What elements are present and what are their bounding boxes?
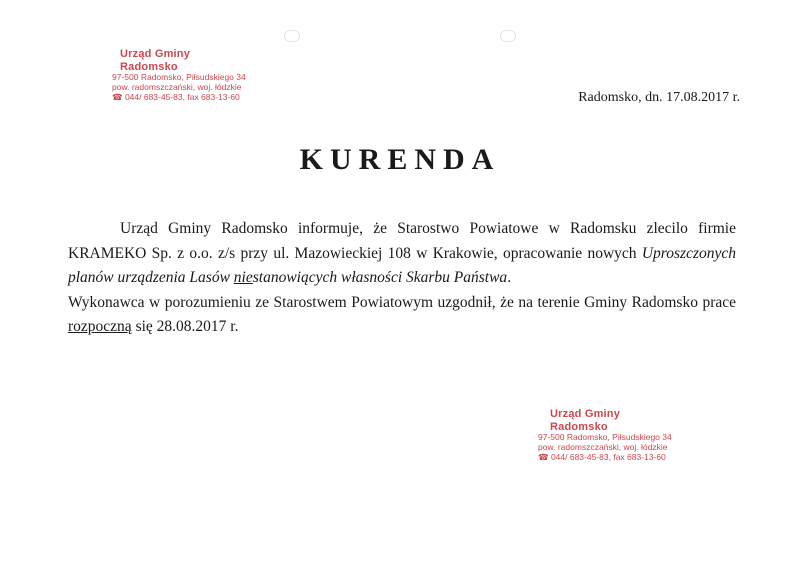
stamp-line: 97-500 Radomsko, Piłsudskiego 34 (112, 72, 246, 83)
stamp-title: Urząd Gminy Radomsko (550, 408, 621, 433)
office-stamp-top (112, 48, 246, 103)
text-segment: się 28.08.2017 r. (131, 318, 239, 335)
document-title: KURENDA (299, 143, 501, 176)
paragraph-announcement (68, 217, 736, 291)
text-segment-underlined: rozpoczną (68, 318, 132, 335)
text-segment: Wykonawca w porozumieniu ze Starostwem Powiatowym uzgodnił, że na terenie Gminy Radomsko prace (68, 293, 736, 311)
office-stamp-bottom (538, 408, 673, 463)
document-date: Radomsko, dn. 17.08.2017 r. (578, 90, 740, 105)
text-segment-italic-underlined: nie (233, 269, 253, 286)
stamp-line: 97-500 Radomsko, Piłsudskiego 34 (538, 432, 672, 443)
paragraph-start-date (68, 291, 736, 340)
stamp-line: ☎ 044/ 683-45-83, fax 683-13-60 (112, 91, 240, 102)
text-segment: Urząd Gminy Radomsko informuje, że Starostwo Powiatowe w Radomsku zlecilo firmie KRAMEKO Sp. z o.o. z/s przy ul. Mazowieckiej 108 w Krakowie, opracowanie nowych (68, 220, 736, 262)
stamp-line: ☎ 044/ 683-45-83, fax 683-13-60 (538, 451, 666, 462)
stamp-title: Urząd Gminy Radomsko (120, 48, 191, 73)
text-segment-italic: Uproszczonych planów urządzenia Lasów (68, 244, 736, 286)
punch-hole-left (284, 30, 300, 42)
punch-hole-right (500, 30, 516, 42)
text-segment: . (507, 269, 512, 286)
text-segment-italic: stanowiących własności Skarbu Państwa (252, 269, 508, 286)
stamp-line: pow. radomszczański, woj. łódzkie (112, 82, 242, 93)
document-body (68, 217, 736, 340)
stamp-line: pow. radomszczański, woj. łódzkie (538, 442, 668, 453)
